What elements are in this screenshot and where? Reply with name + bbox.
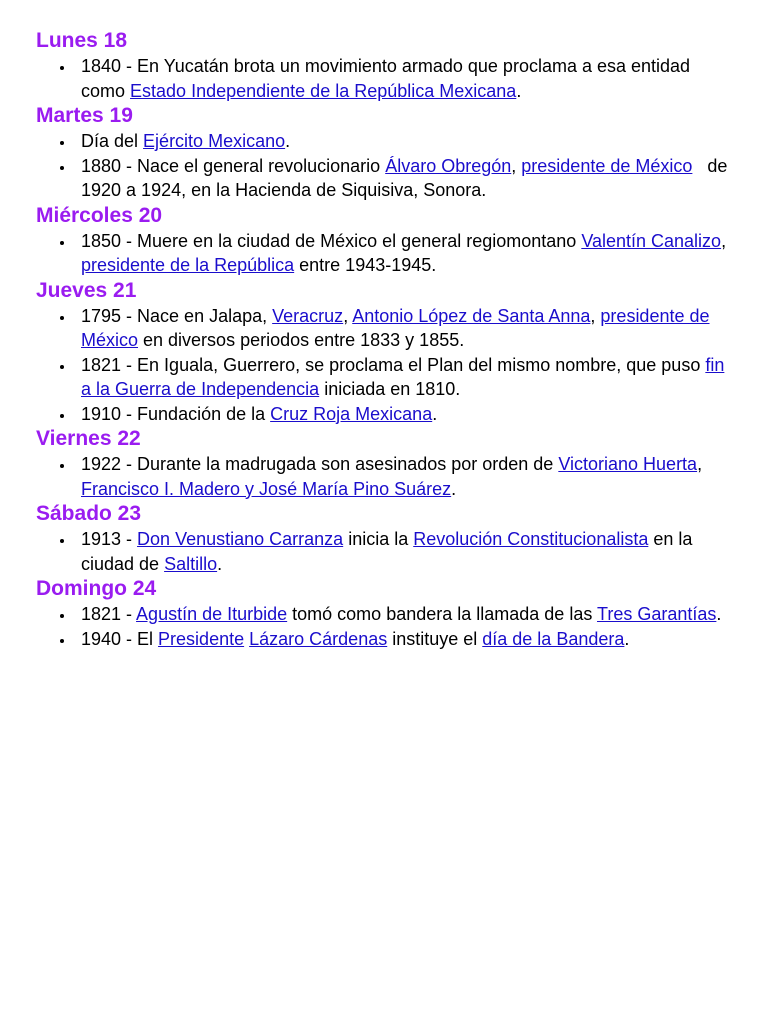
event-text: , — [511, 155, 522, 176]
event-list — [36, 452, 732, 501]
day-heading: Domingo 24 — [36, 577, 157, 600]
event-text: de 1920 a 1924, en la Hacienda de Siquisiva, Sonora. — [81, 155, 733, 200]
event-link[interactable]: Don Venustiano Carranza — [137, 529, 344, 549]
day-heading: Sábado 23 — [36, 502, 142, 525]
event-list — [36, 602, 732, 651]
day-heading: Lunes 18 — [36, 29, 128, 52]
event-text: en la ciudad de — [81, 529, 693, 574]
event-text: Día del — [81, 131, 144, 151]
event-text: , — [697, 454, 703, 474]
event-link[interactable]: Valentín Canalizo — [581, 230, 722, 251]
event-link[interactable]: Álvaro Obregón — [385, 155, 512, 176]
event-text: instituye el — [387, 628, 483, 649]
event-text: , — [721, 230, 727, 251]
event-text: . — [716, 604, 722, 624]
event-item — [36, 353, 732, 402]
event-link[interactable]: presidente de México — [81, 305, 710, 350]
event-text: iniciada en 1810. — [319, 379, 461, 399]
event-item — [36, 54, 732, 103]
event-link[interactable]: Ejército Mexicano — [143, 131, 286, 151]
event-link[interactable]: Estado Independiente de la República Mexicana — [130, 80, 517, 101]
day-heading: Miércoles 20 — [36, 203, 163, 227]
event-item — [36, 304, 732, 353]
event-item — [36, 452, 732, 501]
event-link[interactable]: Agustín de Iturbide — [136, 604, 288, 624]
event-item — [36, 627, 732, 652]
event-link[interactable]: Presidente — [158, 628, 245, 649]
event-text: . — [217, 553, 223, 574]
event-item — [36, 229, 732, 278]
day-section-martes — [36, 103, 732, 203]
event-text: . — [451, 478, 457, 499]
day-section-lunes — [36, 28, 732, 103]
event-list — [36, 229, 732, 278]
event-item — [36, 154, 732, 203]
event-text: 1840 - En Yucatán brota un movimiento armado que proclama a esa entidad como — [81, 56, 691, 101]
event-link[interactable]: Saltillo — [164, 553, 218, 574]
day-section-jueves — [36, 278, 732, 427]
day-section-viernes — [36, 426, 732, 501]
event-link[interactable]: Veracruz — [272, 305, 344, 326]
day-heading: Martes 19 — [36, 104, 133, 127]
event-link[interactable]: Victoriano Huerta — [558, 454, 698, 474]
event-list — [36, 304, 732, 427]
event-text: . — [516, 80, 522, 101]
event-link[interactable]: presidente de México — [521, 155, 693, 176]
event-link[interactable]: Francisco I. Madero y José María Pino Suárez — [81, 478, 452, 499]
day-section-miercoles — [36, 203, 732, 278]
event-text: , — [590, 305, 601, 326]
event-text: . — [285, 131, 291, 151]
event-list — [36, 129, 732, 203]
event-link[interactable]: Revolución Constitucionalista — [413, 529, 649, 549]
event-text: 1922 - Durante la madrugada son asesinados por orden de — [81, 454, 559, 474]
event-link[interactable]: Lázaro Cárdenas — [249, 628, 388, 649]
event-text: 1913 - — [81, 529, 138, 549]
day-section-sabado — [36, 501, 732, 576]
event-list — [36, 527, 732, 576]
event-text: inicia la — [343, 529, 414, 549]
event-link[interactable]: Tres Garantías — [597, 604, 717, 624]
event-link[interactable]: fin a la Guerra de Independencia — [81, 354, 725, 399]
event-link[interactable]: día de la Bandera — [482, 628, 625, 649]
day-section-domingo — [36, 576, 732, 651]
event-text: . — [432, 403, 438, 424]
event-text: 1850 - Muere en la ciudad de México el general regiomontano — [81, 230, 582, 251]
event-item — [36, 527, 732, 576]
event-list — [36, 54, 732, 103]
event-text: , — [343, 305, 353, 326]
event-text: 1821 - — [81, 604, 137, 624]
event-text: entre 1943-1945. — [294, 255, 437, 275]
event-item — [36, 402, 732, 427]
event-item — [36, 129, 732, 154]
event-text: en diversos periodos entre 1833 y 1855. — [138, 330, 465, 350]
day-heading: Jueves 21 — [36, 278, 137, 302]
event-link[interactable]: Cruz Roja Mexicana — [270, 403, 433, 424]
event-text: 1880 - Nace el general revolucionario — [81, 155, 386, 176]
event-link[interactable]: presidente de la República — [81, 255, 295, 275]
event-link[interactable]: Antonio López de Santa Anna — [352, 305, 591, 326]
event-text: tomó como bandera la llamada de las — [287, 604, 598, 624]
event-text: . — [624, 628, 630, 649]
event-item — [36, 602, 732, 627]
event-text: 1795 - Nace en Jalapa, — [81, 305, 273, 326]
event-text: 1821 - En Iguala, Guerrero, se proclama el Plan del mismo nombre, que puso — [81, 354, 706, 375]
event-text: 1940 - El — [81, 628, 159, 649]
day-heading: Viernes 22 — [36, 427, 141, 450]
event-text: 1910 - Fundación de la — [81, 403, 271, 424]
